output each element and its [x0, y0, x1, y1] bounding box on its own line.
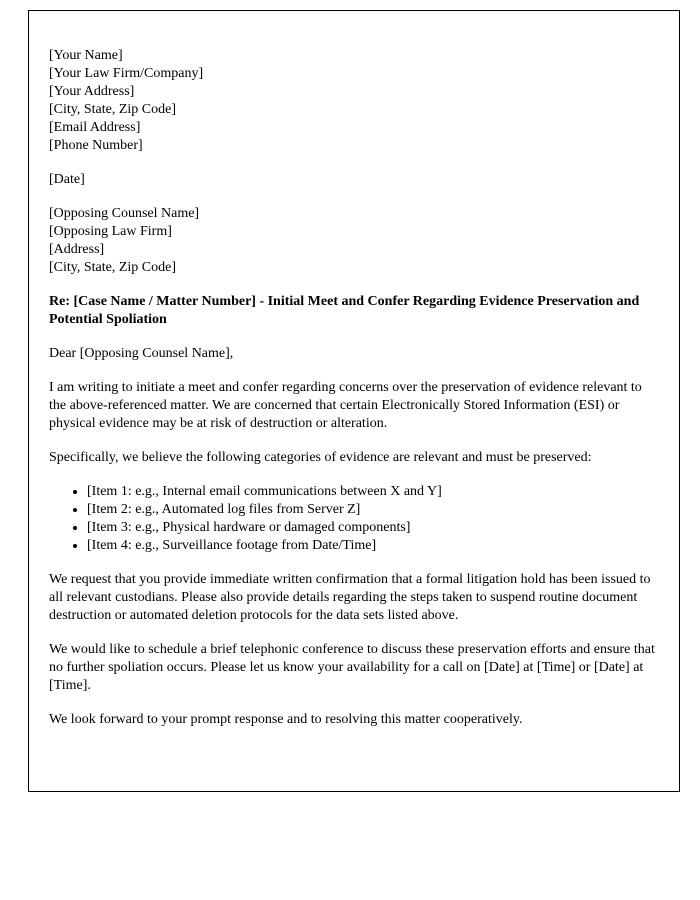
- recipient-city-line: [City, State, Zip Code]: [49, 260, 177, 275]
- paragraph-closing: We look forward to your prompt response and to resolving this matter cooperatively.: [49, 712, 523, 727]
- bullet-item: • [Item 2: e.g., Automated log files from Server Z]: [87, 501, 659, 519]
- bullet-item: • [Item 3: e.g., Physical hardware or damaged components]: [87, 519, 659, 537]
- salutation: Dear [Opposing Counsel Name],: [49, 346, 234, 361]
- letter-body: [49, 47, 659, 729]
- sender-firm-line: [Your Law Firm/Company]: [49, 66, 204, 81]
- recipient-firm-line: [Opposing Law Firm]: [49, 224, 172, 239]
- letter-page: [28, 10, 680, 792]
- bullet-item: • [Item 1: e.g., Internal email communications between X and Y]: [87, 483, 659, 501]
- sender-address-line: [Your Address]: [49, 84, 135, 99]
- paragraph-schedule: We would like to schedule a brief telephonic conference to discuss these preservation efforts and ensure that no further spoliation occurs. Please let us know your availability for a call on [Date] at [Time] or [Date] at [Time].: [49, 642, 655, 693]
- sender-city-line: [City, State, Zip Code]: [49, 102, 177, 117]
- sender-phone-line: [Phone Number]: [49, 138, 143, 153]
- recipient-address-line: [Address]: [49, 242, 105, 257]
- paragraph-specific: Specifically, we believe the following categories of evidence are relevant and must be preserved:: [49, 450, 592, 465]
- sender-email-line: [Email Address]: [49, 120, 141, 135]
- sender-block: [49, 47, 659, 155]
- bullet-item: • [Item 4: e.g., Surveillance footage from Date/Time]: [87, 537, 659, 555]
- date-line: [Date]: [49, 172, 85, 187]
- sender-name-line: [Your Name]: [49, 48, 123, 63]
- paragraph-request: We request that you provide immediate written confirmation that a formal litigation hold has been issued to all relevant custodians. Please also provide details regarding the steps taken to suspend routine document destruction or automated deletion protocols for the data sets listed above.: [49, 572, 651, 623]
- paragraph-intro: I am writing to initiate a meet and confer regarding concerns over the preservation of evidence relevant to the above-referenced matter. We are concerned that certain Electronically Stored Information (ESI) or physical evidence may be at risk of destruction or alteration.: [49, 380, 642, 431]
- recipient-name-line: [Opposing Counsel Name]: [49, 206, 200, 221]
- subject-line: Re: [Case Name / Matter Number] - Initial Meet and Confer Regarding Evidence Preservation and Potential Spoliation: [49, 294, 640, 327]
- recipient-block: [49, 205, 659, 277]
- evidence-bullet-list: [49, 483, 659, 555]
